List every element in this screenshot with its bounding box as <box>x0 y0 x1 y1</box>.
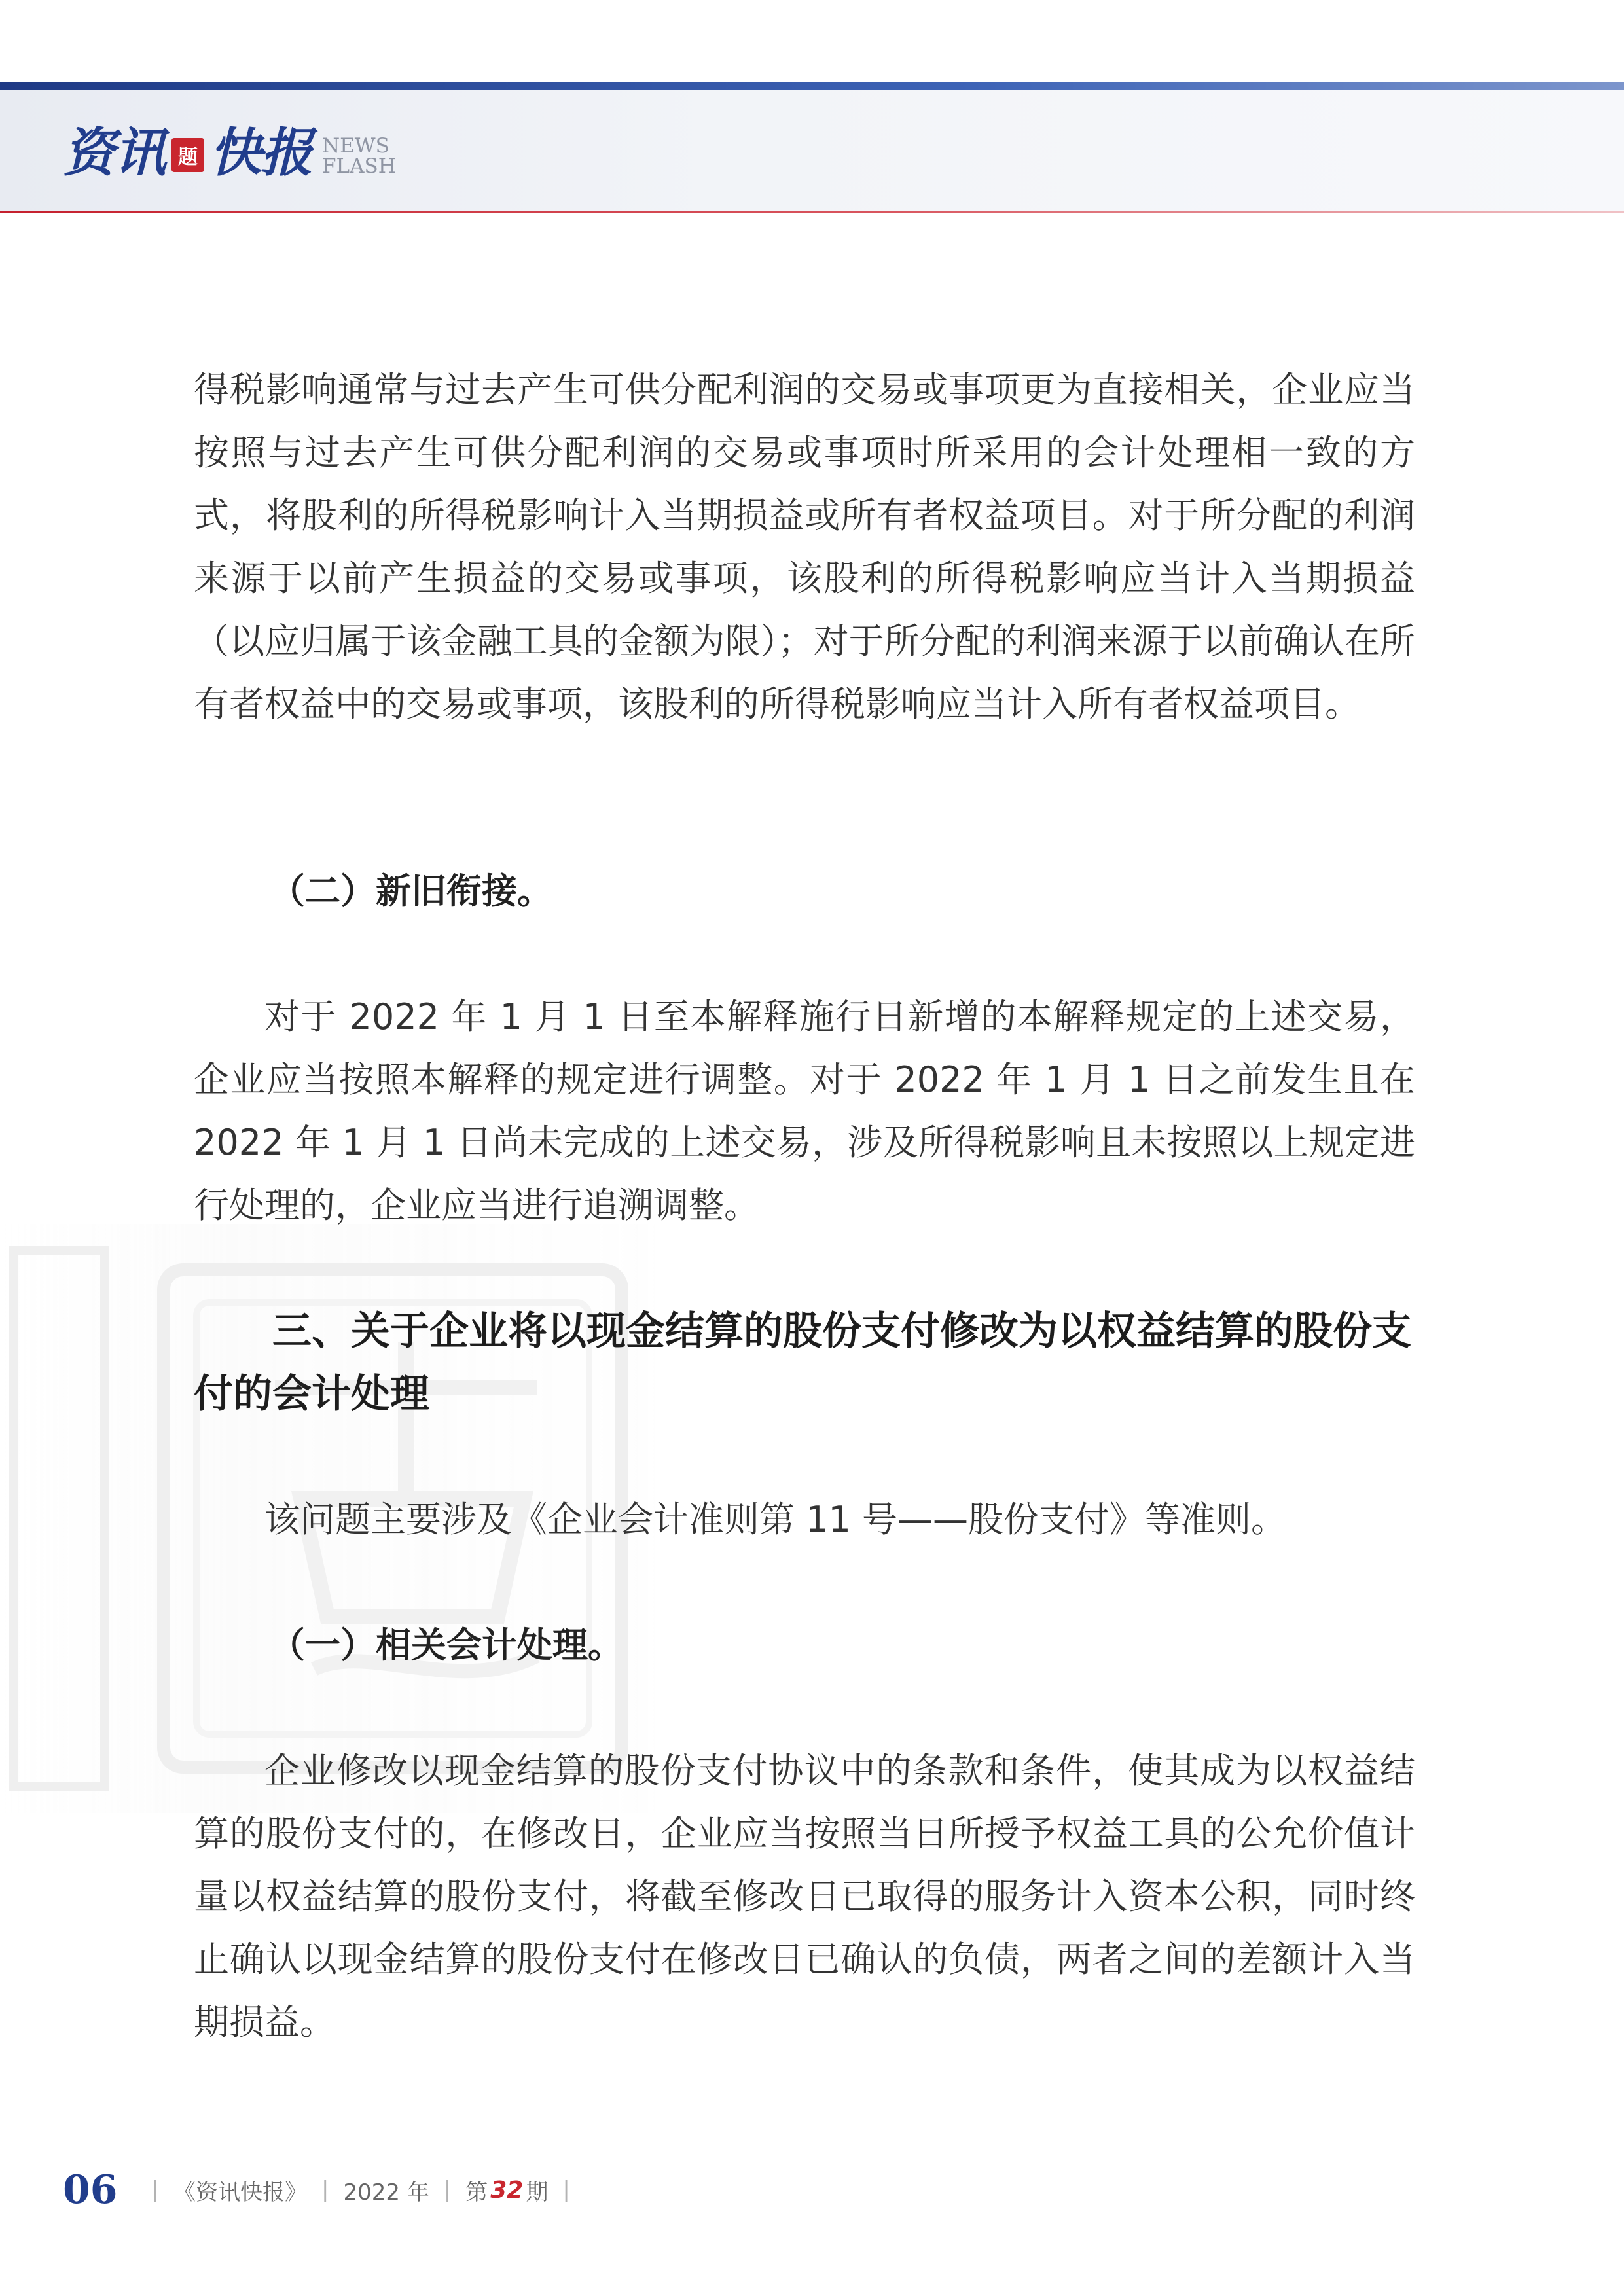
masthead-title-left: 资讯 <box>63 122 165 183</box>
heading-accounting: （一）相关会计处理。 <box>270 1624 623 1666</box>
footer-issue-number: 32 <box>490 2176 524 2204</box>
masthead-english <box>322 136 396 177</box>
paragraph-modification <box>194 1740 1415 2054</box>
paragraph-modification-text: 企业修改以现金结算的股份支付协议中的条款和条件，使其成为以权益结算的股份支付的，在修改日，企业应当按照当日所授予权益工具的公允价值计量以权益结算的股份支付，将截至修改日已取得的服务计入资本公积，同时终止确认以现金结算的股份支付在修改日已确认的负债，两者之间的差额计入当期损益。 <box>194 1750 1415 2043</box>
paragraph-income-tax-text: 得税影响通常与过去产生可供分配利润的交易或事项更为直接相关，企业应当按照与过去产生可供分配利润的交易或事项时所采用的会计处理相一致的方式，将股利的所得税影响计入当期损益或所有者权益项目。对于所分配的利润来源于以前产生损益的交易或事项，该股利的所得税影响应当计入当期损益（以应归属于该金融工具的金额为限）；对于所分配的利润来源于以前确认在所有者权益中的交易或事项，该股利的所得税影响应当计入所有者权益项目。 <box>194 369 1415 725</box>
paragraph-income-tax <box>194 359 1415 736</box>
paragraph-standards <box>194 1488 1415 1551</box>
paragraph-transition <box>194 986 1415 1237</box>
footer-year: 2022 年 <box>343 2179 429 2206</box>
paragraph-standards-text: 该问题主要涉及《企业会计准则第 11 号——股份支付》等准则。 <box>264 1499 1287 1540</box>
section-three-heading: 三、关于企业将以现金结算的股份支付修改为以权益结算的股份支付的会计处理 <box>194 1308 1411 1417</box>
footer-separator: | <box>321 2177 329 2203</box>
masthead-english-line2: FLASH <box>322 154 396 178</box>
footer-publication: 《资讯快报》 <box>173 2179 307 2206</box>
paragraph-transition-text: 对于 2022 年 1 月 1 日至本解释施行日新增的本解释规定的上述交易，企业应当按照本解释的规定进行调整。对于 2022 年 1 月 1 日之前发生且在 2022 年 1 月 1 日尚未完成的上述交易，涉及所得税影响且未按照以上规定进行处理的，企业应当进行追溯调整。 <box>194 996 1415 1226</box>
header-top-rule <box>0 82 1624 90</box>
page-number: 06 <box>63 2167 118 2213</box>
footer-separator: | <box>151 2177 159 2203</box>
page-footer <box>63 2159 585 2221</box>
footer-separator: | <box>562 2177 570 2203</box>
masthead-logo <box>63 117 396 188</box>
footer-issue-suffix: 期 <box>526 2179 549 2206</box>
heading-transition: （二）新旧衔接。 <box>270 870 552 912</box>
masthead-english-line1: NEWS <box>322 134 389 158</box>
header-bottom-rule <box>0 211 1624 213</box>
masthead-title-right: 快报 <box>209 122 312 183</box>
footer-issue-prefix: 第 <box>465 2179 488 2206</box>
seal-icon: 题 <box>171 138 204 172</box>
footer-separator: | <box>443 2177 452 2203</box>
